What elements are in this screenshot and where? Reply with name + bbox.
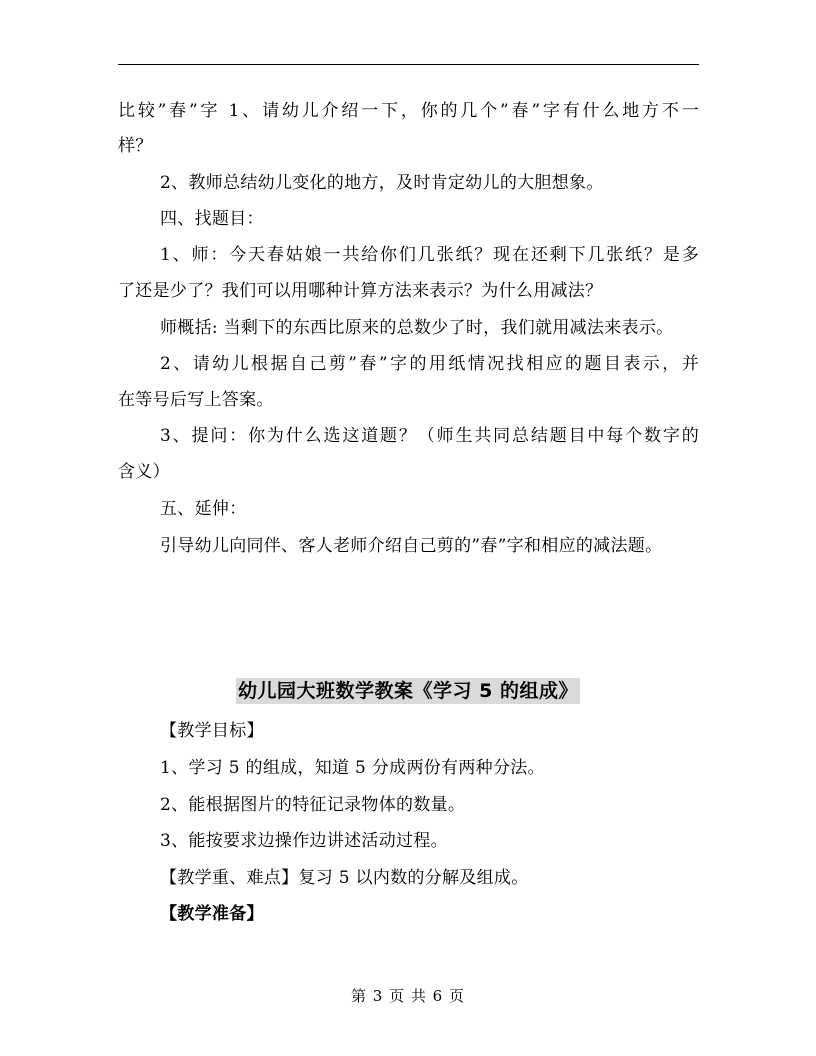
paragraph-ask-why: 3、提问：你为什么选这道题？（师生共同总结题目中每个数字的 bbox=[160, 426, 699, 446]
paragraph-compare-chun: 比较”春”字 1、请幼儿介绍一下，你的几个”春”字有什么地方不一 bbox=[118, 101, 699, 121]
key-difficult-points bbox=[160, 867, 529, 889]
paragraph-teacher-question: 1、师：今天春姑娘一共给你们几张纸？现在还剩下几张纸？是多 bbox=[160, 245, 699, 265]
lesson-title-wrap bbox=[0, 678, 816, 704]
paragraph-teacher-summary: 2、教师总结幼儿变化的地方，及时肯定幼儿的大胆想象。 bbox=[160, 173, 604, 193]
key-difficult-text: 复习 5 以内数的分解及组成。 bbox=[298, 868, 529, 888]
goal-item-1: 1、学习 5 的组成，知道 5 分成两份有两种分法。 bbox=[160, 758, 545, 778]
paragraph-teacher-question-cont: 了还是少了？我们可以用哪种计算方法来表示？为什么用减法？ bbox=[118, 281, 603, 301]
heading-key-difficult: 【教学重、难点】 bbox=[160, 868, 299, 888]
header-rule bbox=[118, 64, 699, 65]
paragraph-compare-chun-cont: 样？ bbox=[118, 136, 153, 156]
paragraph-teacher-summary-subtraction: 师概括: 当剩下的东西比原来的总数少了时，我们就用减法来表示。 bbox=[160, 318, 674, 338]
heading-teaching-goals: 【教学目标】 bbox=[160, 721, 264, 741]
paragraph-ask-why-cont: 含义） bbox=[118, 462, 170, 482]
heading-extension: 五、延伸： bbox=[160, 499, 247, 519]
paragraph-find-matching-question-cont: 在等号后写上答案。 bbox=[118, 390, 274, 410]
goal-item-2: 2、能根据图片的特征记录物体的数量。 bbox=[160, 795, 466, 815]
page-footer: 第 3 页 共 6 页 bbox=[351, 987, 465, 1005]
goal-item-3: 3、能按要求边操作边讲述活动过程。 bbox=[160, 831, 448, 851]
paragraph-find-matching-question: 2、请幼儿根据自己剪”春”字的用纸情况找相应的题目表示，并 bbox=[160, 354, 699, 374]
heading-teaching-preparation: 【教学准备】 bbox=[160, 904, 264, 924]
heading-find-question: 四、找题目： bbox=[160, 209, 264, 229]
lesson-title: 幼儿园大班数学教案《学习 5 的组成》 bbox=[238, 680, 578, 702]
paragraph-extension: 引导幼儿向同伴、客人老师介绍自己剪的”春”字和相应的减法题。 bbox=[160, 536, 663, 556]
